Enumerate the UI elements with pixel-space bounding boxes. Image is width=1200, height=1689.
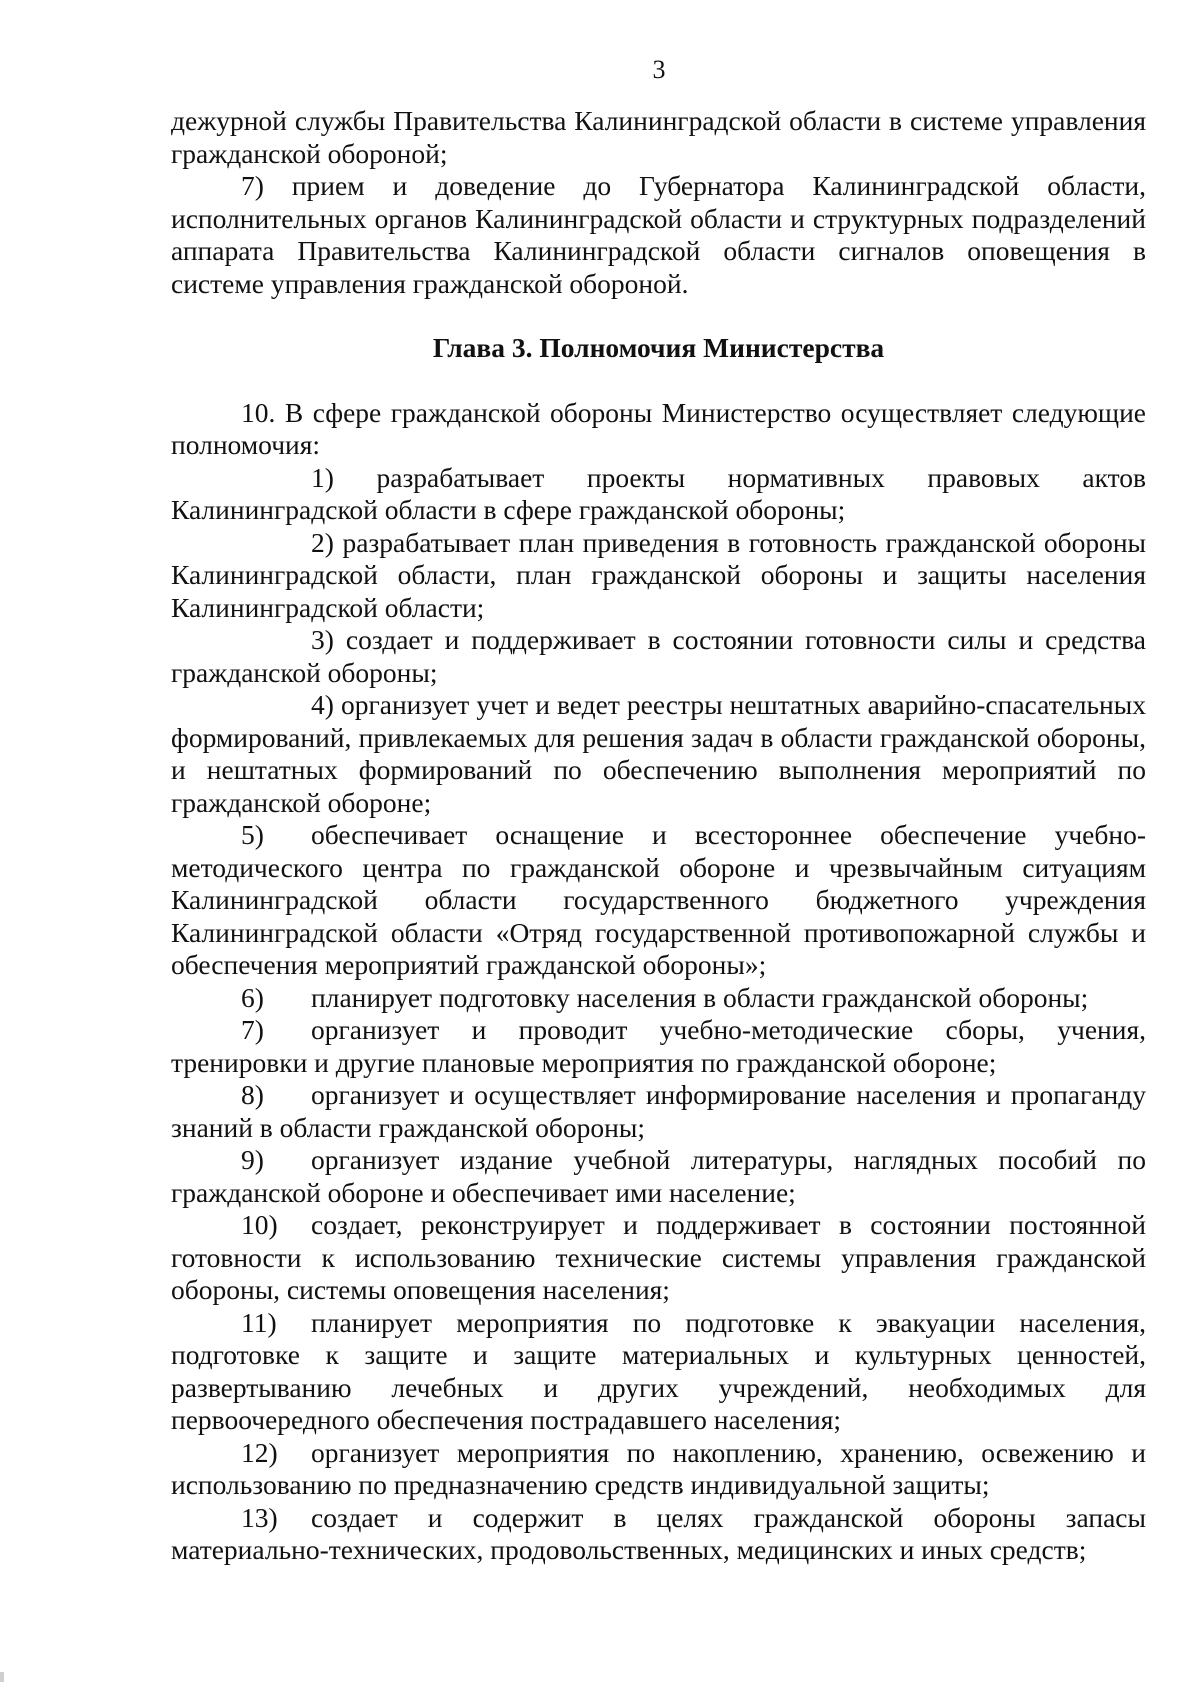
list-item-number: 1): [311, 461, 334, 493]
list-item-number: 7): [241, 1014, 264, 1045]
document-body: [171, 105, 1146, 1567]
list-item: [171, 527, 1146, 625]
list-item-text: планирует подготовку населения в области гражданской обороны;: [311, 981, 1089, 1013]
list-item-text: организует и осуществляет информирование населения и пропаганду знаний в области гражданской обороны;: [171, 1079, 1146, 1143]
list-item-number: 3): [311, 624, 334, 655]
list-item-number: 2): [311, 526, 334, 558]
list-item: [171, 1144, 1146, 1209]
list-item: [171, 1209, 1146, 1307]
list-item-text: создает, реконструирует и поддерживает в состоянии постоянной готовности к использованию технические системы управления гражданской обороны, системы оповещения населения;: [171, 1209, 1146, 1305]
list-item: [171, 1307, 1146, 1437]
list-item: [171, 819, 1146, 982]
list-item-number: 13): [241, 1501, 278, 1533]
list-item: [171, 1014, 1146, 1079]
list-item-text: организует и проводит учебно-методические сборы, учения, тренировки и другие плановые мероприятия по гражданской обороне;: [171, 1014, 1146, 1078]
powers-list: [171, 462, 1146, 1567]
list-item: [171, 689, 1146, 819]
list-item: [171, 982, 1146, 1015]
list-item-text: организует мероприятия по накоплению, хранению, освежению и использованию по предназначению средств индивидуальной защиты;: [171, 1436, 1146, 1500]
paragraph-item-7-previous: 7) прием и доведение до Губернатора Калининградской области, исполнительных органов Калининградской области и структурных подразделений аппарата Правительства Калининградской области сигналов оповещения в системе управления гражданской обороной.: [171, 170, 1146, 299]
continuation-paragraph: дежурной службы Правительства Калининградской области в системе управления гражданской обороной;: [171, 105, 1146, 169]
list-item-text: создает и поддерживает в состоянии готовности силы и средства гражданской обороны;: [171, 624, 1146, 688]
list-item-number: 11): [241, 1306, 277, 1338]
list-item-number: 12): [241, 1436, 278, 1468]
list-item-number: 9): [241, 1144, 264, 1175]
list-item: [171, 1437, 1146, 1502]
list-item-number: 8): [241, 1079, 264, 1110]
list-item: [171, 462, 1146, 527]
list-item-number: 4): [311, 689, 334, 720]
chapter-heading: Глава 3. Полномочия Министерства: [432, 332, 885, 363]
list-item-number: 6): [241, 981, 264, 1013]
list-item: [171, 1502, 1146, 1567]
scan-edge-mark: [0, 1672, 4, 1682]
list-item-number: 5): [241, 819, 264, 850]
list-item-text: организует издание учебной литературы, наглядных пособий по гражданской обороне и обеспечивает ими население;: [171, 1144, 1146, 1208]
list-item-text: планирует мероприятия по подготовке к эвакуации населения, подготовке к защите и защите материальных и культурных ценностей, развертыванию лечебных и других учреждений, необходимых для первоочередного обеспечения пострадавшего населения;: [171, 1306, 1146, 1435]
list-item-text: разрабатывает проекты нормативных правовых актов Калининградской области в сфере гражданской обороны;: [171, 461, 1146, 525]
list-item-text: создает и содержит в целях гражданской обороны запасы материально-технических, продовольственных, медицинских и иных средств;: [171, 1501, 1146, 1565]
list-item-text: организует учет и ведет реестры нештатных аварийно-спасательных формирований, привлекаемых для решения задач в области гражданской обороны, и нештатных формирований по обеспечению выполнения мероприятий по гражданской обороне;: [171, 689, 1147, 818]
list-item-number: 10): [241, 1209, 278, 1240]
list-item: [171, 1079, 1146, 1144]
list-item-text: разрабатывает план приведения в готовность гражданской обороны Калининградской области, план гражданской обороны и защиты населения Калининградской области;: [171, 526, 1147, 623]
section-10-paragraph: 10. В сфере гражданской обороны Министерство осуществляет следующие полномочия:: [171, 396, 1146, 460]
list-item-text: обеспечивает оснащение и всестороннее обеспечение учебно-методического центра по гражданской обороне и чрезвычайным ситуациям Калининградской области государственного бюджетного учреждения Калининградской области «Отряд государственной противопожарной службы и обеспечения мероприятий гражданской обороны»;: [171, 819, 1146, 980]
page-number: 3: [652, 55, 666, 84]
list-item: [171, 624, 1146, 689]
